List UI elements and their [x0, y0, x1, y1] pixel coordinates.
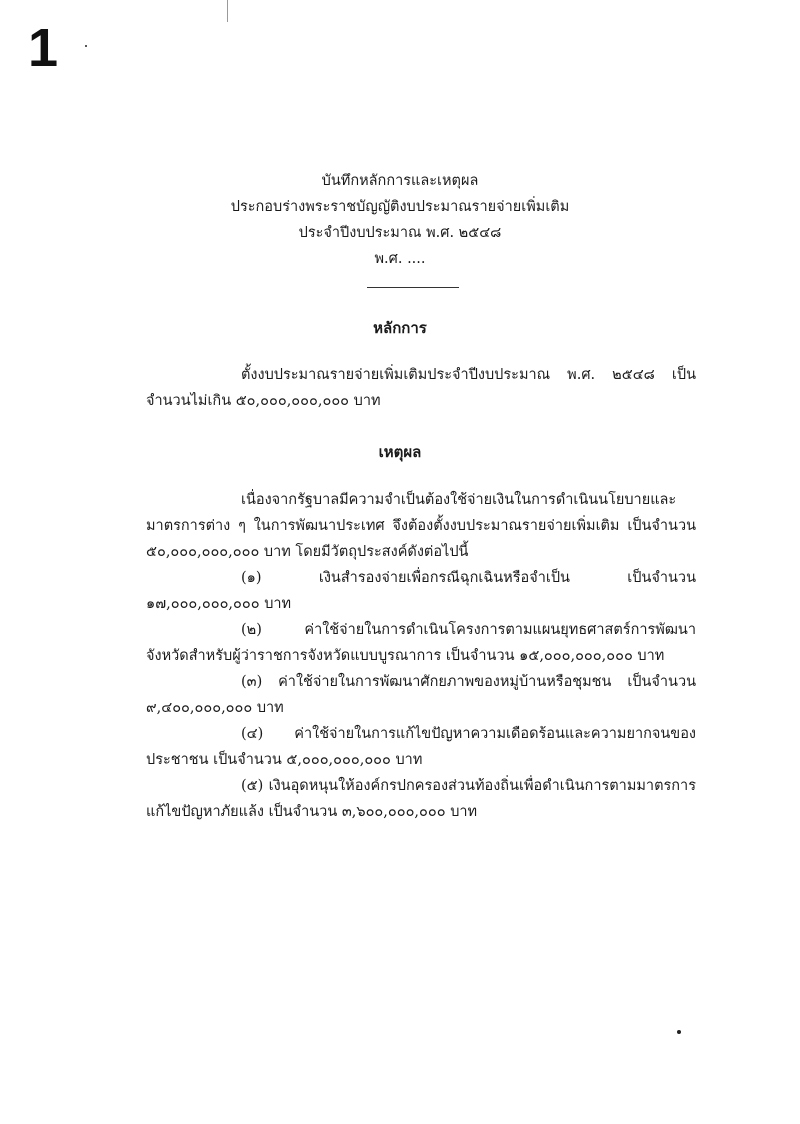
reason-item-5: (๕) เงินอุดหนุนให้องค์กรปกครองส่วนท้องถิ่นเพื่อดำเนินการตามมาตรการแก้ไขปัญหาภัยแล้ง เป็นจำนวน ๓,๖๐๐,๐๐๐,๐๐๐ บาท: [146, 778, 696, 820]
title-block: [0, 168, 800, 272]
title-line-2: ประกอบร่างพระราชบัญญัติงบประมาณรายจ่ายเพิ่มเติม: [230, 199, 570, 215]
scan-artifact-line: [227, 0, 228, 22]
reason-item-1: (๑) เงินสำรองจ่ายเพื่อกรณีฉุกเฉินหรือจำเป็น เป็นจำนวน ๑๗,๐๐๐,๐๐๐,๐๐๐ บาท: [146, 570, 696, 612]
reason-items-list: [146, 565, 696, 825]
title-line-4: พ.ศ. ....: [374, 251, 426, 267]
reason-item-4: (๔) ค่าใช้จ่ายในการแก้ไขปัญหาความเดือดร้อนและความยากจนของประชาชน เป็นจำนวน ๕,๐๐๐,๐๐๐,๐๐๐ บาท: [146, 726, 696, 768]
reason-item-2: (๒) ค่าใช้จ่ายในการดำเนินโครงการตามแผนยุทธศาสตร์การพัฒนาจังหวัดสำหรับผู้ว่าราชการจังหวัดแบบบูรณาการ เป็นจำนวน ๑๕,๐๐๐,๐๐๐,๐๐๐ บาท: [146, 622, 696, 664]
reason-heading: เหตุผล: [378, 443, 422, 461]
title-line-3: ประจำปีงบประมาณ พ.ศ. ๒๕๔๘: [298, 225, 502, 241]
reason-text: เนื่องจากรัฐบาลมีความจำเป็นต้องใช้จ่ายเงินในการดำเนินนโยบายและมาตรการต่าง ๆ ในการพัฒนาประเทศ จึงต้องตั้งงบประมาณรายจ่ายเพิ่มเติม เป็นจำนวน ๕๐,๐๐๐,๐๐๐,๐๐๐ บาท โดยมีวัตถุประสงค์ดังต่อไปนี้: [146, 492, 696, 560]
handwritten-page-number: 1: [28, 18, 59, 78]
title-divider: [367, 287, 459, 288]
principle-text: ตั้งงบประมาณรายจ่ายเพิ่มเติมประจำปีงบประมาณ พ.ศ. ๒๕๔๘ เป็นจำนวนไม่เกิน ๕๐,๐๐๐,๐๐๐,๐๐๐ บาท: [146, 367, 696, 409]
title-line-1: บันทึกหลักการและเหตุผล: [321, 173, 479, 189]
principle-heading: หลักการ: [373, 319, 427, 337]
scan-speck: [677, 1030, 681, 1034]
reason-item-3: (๓) ค่าใช้จ่ายในการพัฒนาศักยภาพของหมู่บ้านหรือชุมชน เป็นจำนวน ๙,๔๐๐,๐๐๐,๐๐๐ บาท: [146, 674, 696, 716]
scan-speck: [85, 45, 87, 47]
